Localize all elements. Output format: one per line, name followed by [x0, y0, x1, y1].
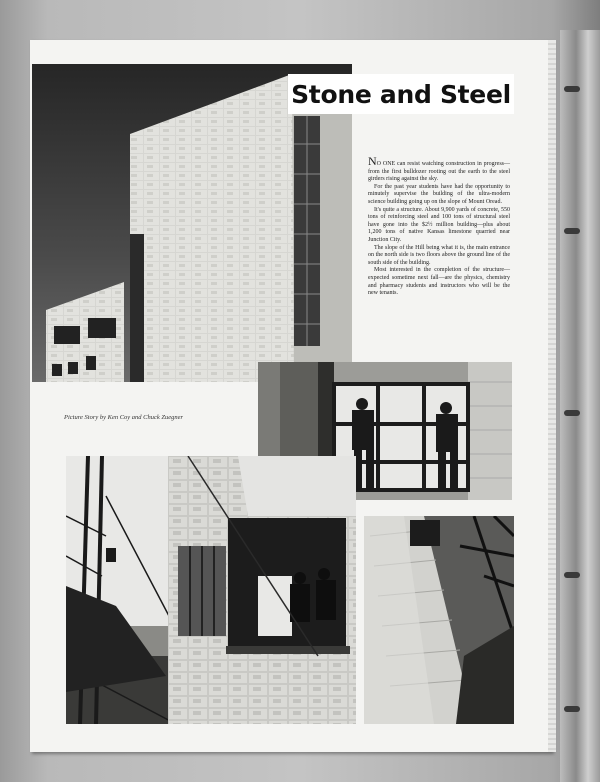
article-title-box — [288, 74, 514, 114]
photo-credit: Picture Story by Ken Coy and Chuck Zuegner — [64, 414, 184, 421]
article-body — [368, 156, 510, 298]
article-paragraph: Most interested in the completion of the structure—expected sometime next fall—are the physics, chemistry and pharmacy students and instructors who will be the new tenants. — [368, 267, 510, 297]
binder-ring — [564, 706, 580, 712]
drop-cap: N — [368, 154, 377, 168]
article-paragraph: The slope of the Hill being what it is, the main entrance on the north side is two floors above the ground line of the south side of the building. — [368, 244, 510, 266]
article-paragraph: It's quite a structure. About 9,900 yards of concrete, 550 tons of reinforcing steel and 100 tons of structural steel have gone into the $2½ million building—plus about 1,200 tons of native Kansas limestone quarried near Junction City. — [368, 206, 510, 243]
article-lead: O ONE can resist watching construction in progress—from the first bulldozer rooting out the earth to the steel girders rising against the sky. — [368, 161, 510, 183]
page-stack-edge — [548, 40, 556, 752]
binder-ring — [564, 410, 580, 416]
wall-window-photo — [168, 456, 356, 724]
binder-ring — [564, 572, 580, 578]
binder-ring — [564, 228, 580, 234]
binder-ring — [564, 86, 580, 92]
downward-view-photo — [364, 516, 514, 724]
binder-strip — [560, 30, 600, 782]
article-title: Stone and Steel — [291, 79, 511, 109]
article-paragraph: For the past year students have had the opportunity to minutely supervise the building of the ultra-modern science building going up on the slope of Mount Oread. — [368, 183, 510, 205]
